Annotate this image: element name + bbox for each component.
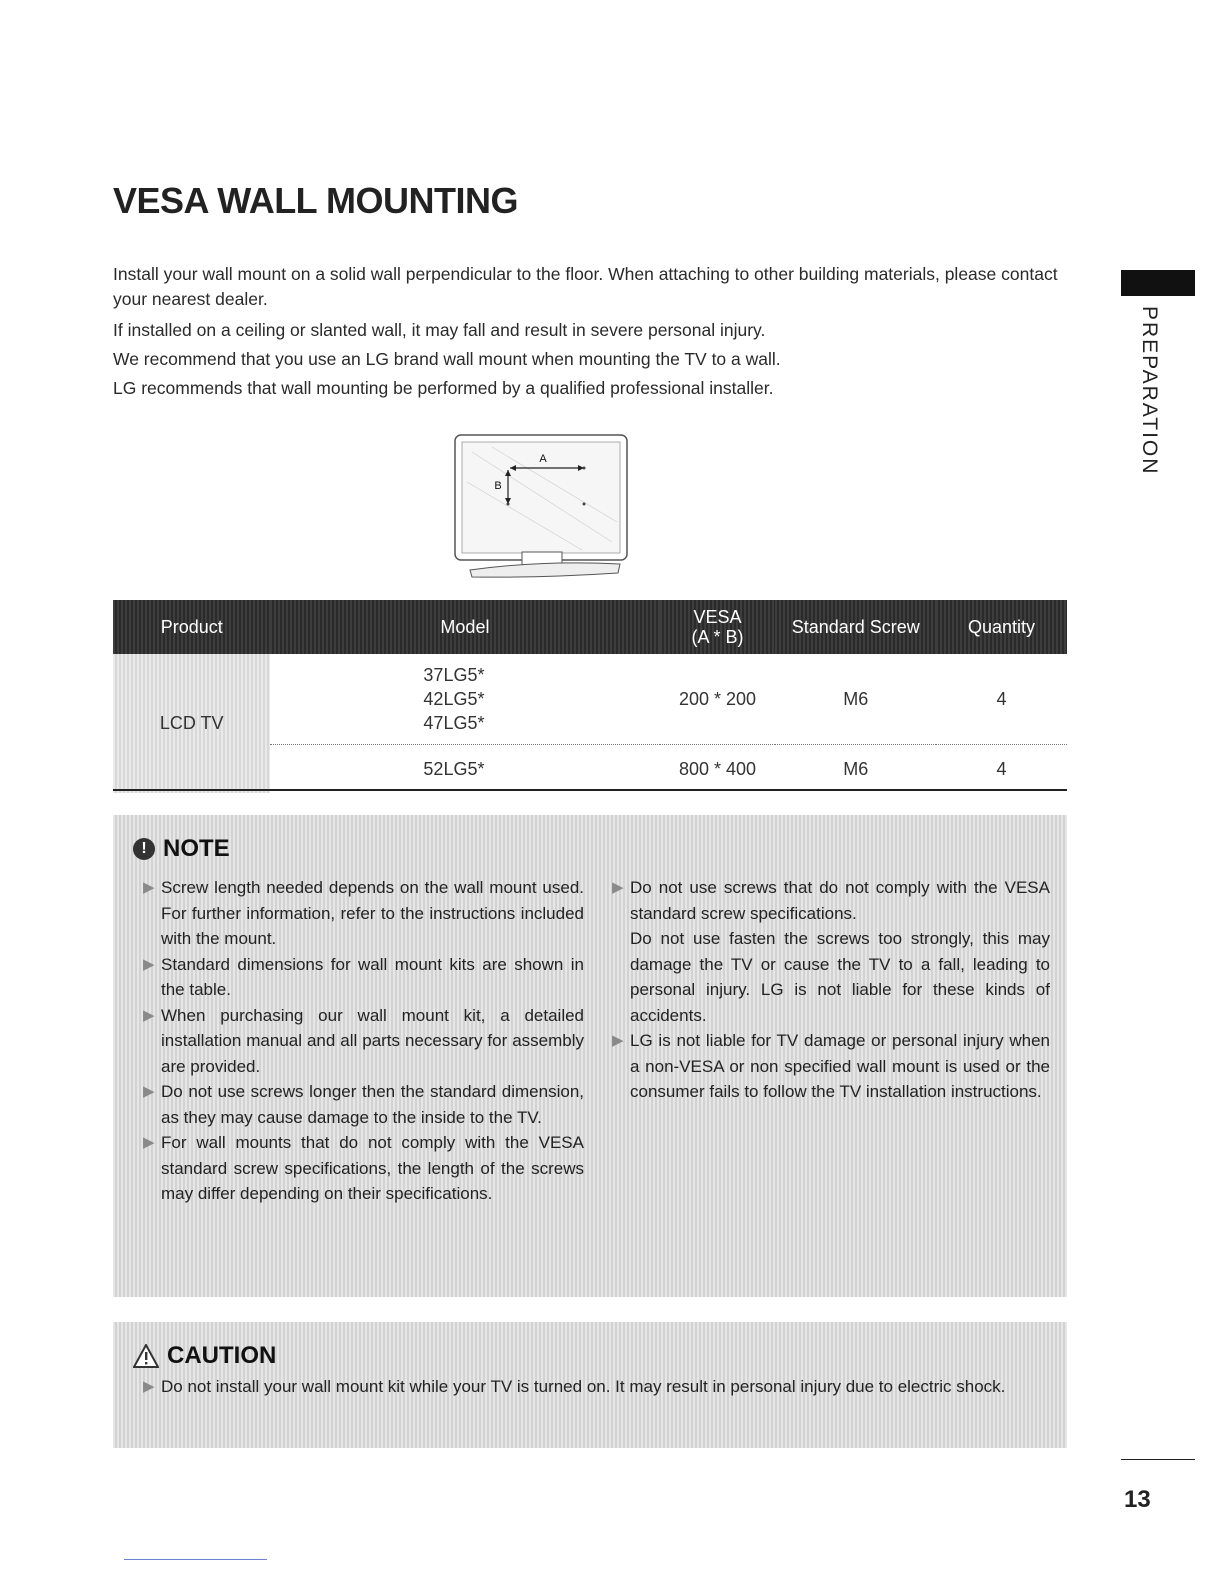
intro-paragraph: Install your wall mount on a solid wall perpendicular to the floor. When attaching to other building materials, please contact your nearest dealer. bbox=[113, 264, 1058, 309]
note-item: ▶ Do not use screws that do not comply with the VESA standard screw specifications. bbox=[610, 875, 1050, 926]
vesa-spec-table bbox=[113, 600, 1067, 793]
section-label: PREPARATION bbox=[1138, 306, 1161, 476]
vesa-cell: 800 * 400 bbox=[678, 758, 757, 779]
arrow-bullet-icon: ▶ bbox=[143, 1378, 155, 1395]
header-quantity: Quantity bbox=[936, 600, 1067, 654]
model-name: 37LG5* bbox=[423, 665, 485, 685]
arrow-bullet-icon: ▶ bbox=[143, 879, 155, 896]
page-title: VESA WALL MOUNTING bbox=[113, 180, 518, 221]
tv-vesa-diagram bbox=[452, 432, 632, 582]
product-cell: LCD TV bbox=[113, 654, 270, 793]
note-item: ▶ LG is not liable for TV damage or personal injury when a non-VESA or non specified wall mount is used or the consumer fails to follow the TV installation instructions. bbox=[610, 1028, 1050, 1105]
caution-heading-text: CAUTION bbox=[167, 1342, 277, 1369]
header-vesa bbox=[660, 600, 776, 654]
footer-underline bbox=[124, 1559, 267, 1560]
intro-paragraph: LG recommends that wall mounting be performed by a qualified professional installer. bbox=[113, 378, 774, 398]
header-product: Product bbox=[113, 600, 270, 654]
exclamation-icon: ! bbox=[133, 838, 155, 860]
screw-cell: M6 bbox=[843, 758, 869, 779]
note-right-column bbox=[610, 875, 1050, 1105]
page-number-rule bbox=[1121, 1459, 1195, 1460]
screw-cell: M6 bbox=[775, 654, 936, 745]
vesa-cell: 200 * 200 bbox=[660, 654, 776, 745]
page-number: 13 bbox=[1124, 1486, 1151, 1513]
note-box bbox=[113, 815, 1067, 1297]
warning-triangle-icon bbox=[133, 1344, 159, 1368]
table-row bbox=[113, 654, 1067, 745]
quantity-cell: 4 bbox=[936, 654, 1067, 745]
intro-paragraph: If installed on a ceiling or slanted wall, it may fall and result in severe personal injury. bbox=[113, 320, 766, 340]
table-bottom-rule bbox=[113, 789, 1067, 791]
note-item: ▶ When purchasing our wall mount kit, a detailed installation manual and all parts necessary for assembly are provided. bbox=[141, 1003, 584, 1080]
section-tab-marker bbox=[1121, 270, 1195, 296]
model-name: 47LG5* bbox=[423, 713, 485, 733]
model-cell bbox=[270, 654, 659, 745]
header-vesa-line2: (A * B) bbox=[691, 627, 744, 647]
note-left-column bbox=[141, 875, 584, 1207]
intro-text bbox=[113, 262, 1073, 403]
arrow-bullet-icon: ▶ bbox=[143, 955, 155, 973]
note-item: ▶ Screw length needed depends on the wall mount used. For further information, refer to the instructions included with the mount. bbox=[141, 875, 584, 952]
model-name: 42LG5* bbox=[423, 689, 485, 709]
note-item-continued: Do not use fasten the screws too strongly, this may damage the TV or cause the TV to a fall, leading to personal injury. LG is not liable for these kinds of accidents. bbox=[630, 929, 1050, 1025]
header-standard-screw: Standard Screw bbox=[775, 600, 936, 654]
dimension-a-label: A bbox=[539, 453, 547, 465]
arrow-bullet-icon: ▶ bbox=[143, 1134, 155, 1151]
arrow-bullet-icon: ▶ bbox=[612, 1032, 624, 1049]
note-heading-text: NOTE bbox=[163, 835, 230, 862]
note-item: ▶ For wall mounts that do not comply with the VESA standard screw specifications, the length of the screws may differ depending on their specifications. bbox=[141, 1130, 584, 1207]
caution-item: ▶ Do not install your wall mount kit while your TV is turned on. It may result in personal injury due to electric shock. bbox=[141, 1374, 1041, 1400]
model-cell bbox=[270, 745, 659, 794]
arrow-bullet-icon: ▶ bbox=[143, 1083, 155, 1100]
caution-list bbox=[141, 1374, 1041, 1400]
intro-paragraph: We recommend that you use an LG brand wall mount when mounting the TV to a wall. bbox=[113, 349, 781, 369]
note-item: ▶ Standard dimensions for wall mount kits are shown in the table. bbox=[141, 952, 584, 1003]
model-name: 52LG5* bbox=[423, 759, 485, 779]
arrow-bullet-icon: ▶ bbox=[143, 1006, 155, 1024]
arrow-bullet-icon: ▶ bbox=[612, 879, 624, 896]
note-item: ▶ Do not use screws longer then the standard dimension, as they may cause damage to the inside to the TV. bbox=[141, 1079, 584, 1130]
header-vesa-line1: VESA bbox=[693, 607, 742, 627]
caution-box bbox=[113, 1322, 1067, 1448]
header-model: Model bbox=[270, 600, 659, 654]
caution-heading bbox=[133, 1342, 276, 1370]
dimension-b-label: B bbox=[494, 480, 502, 492]
quantity-cell: 4 bbox=[996, 758, 1007, 779]
note-heading bbox=[133, 835, 230, 863]
tv-stand-base bbox=[470, 563, 620, 577]
